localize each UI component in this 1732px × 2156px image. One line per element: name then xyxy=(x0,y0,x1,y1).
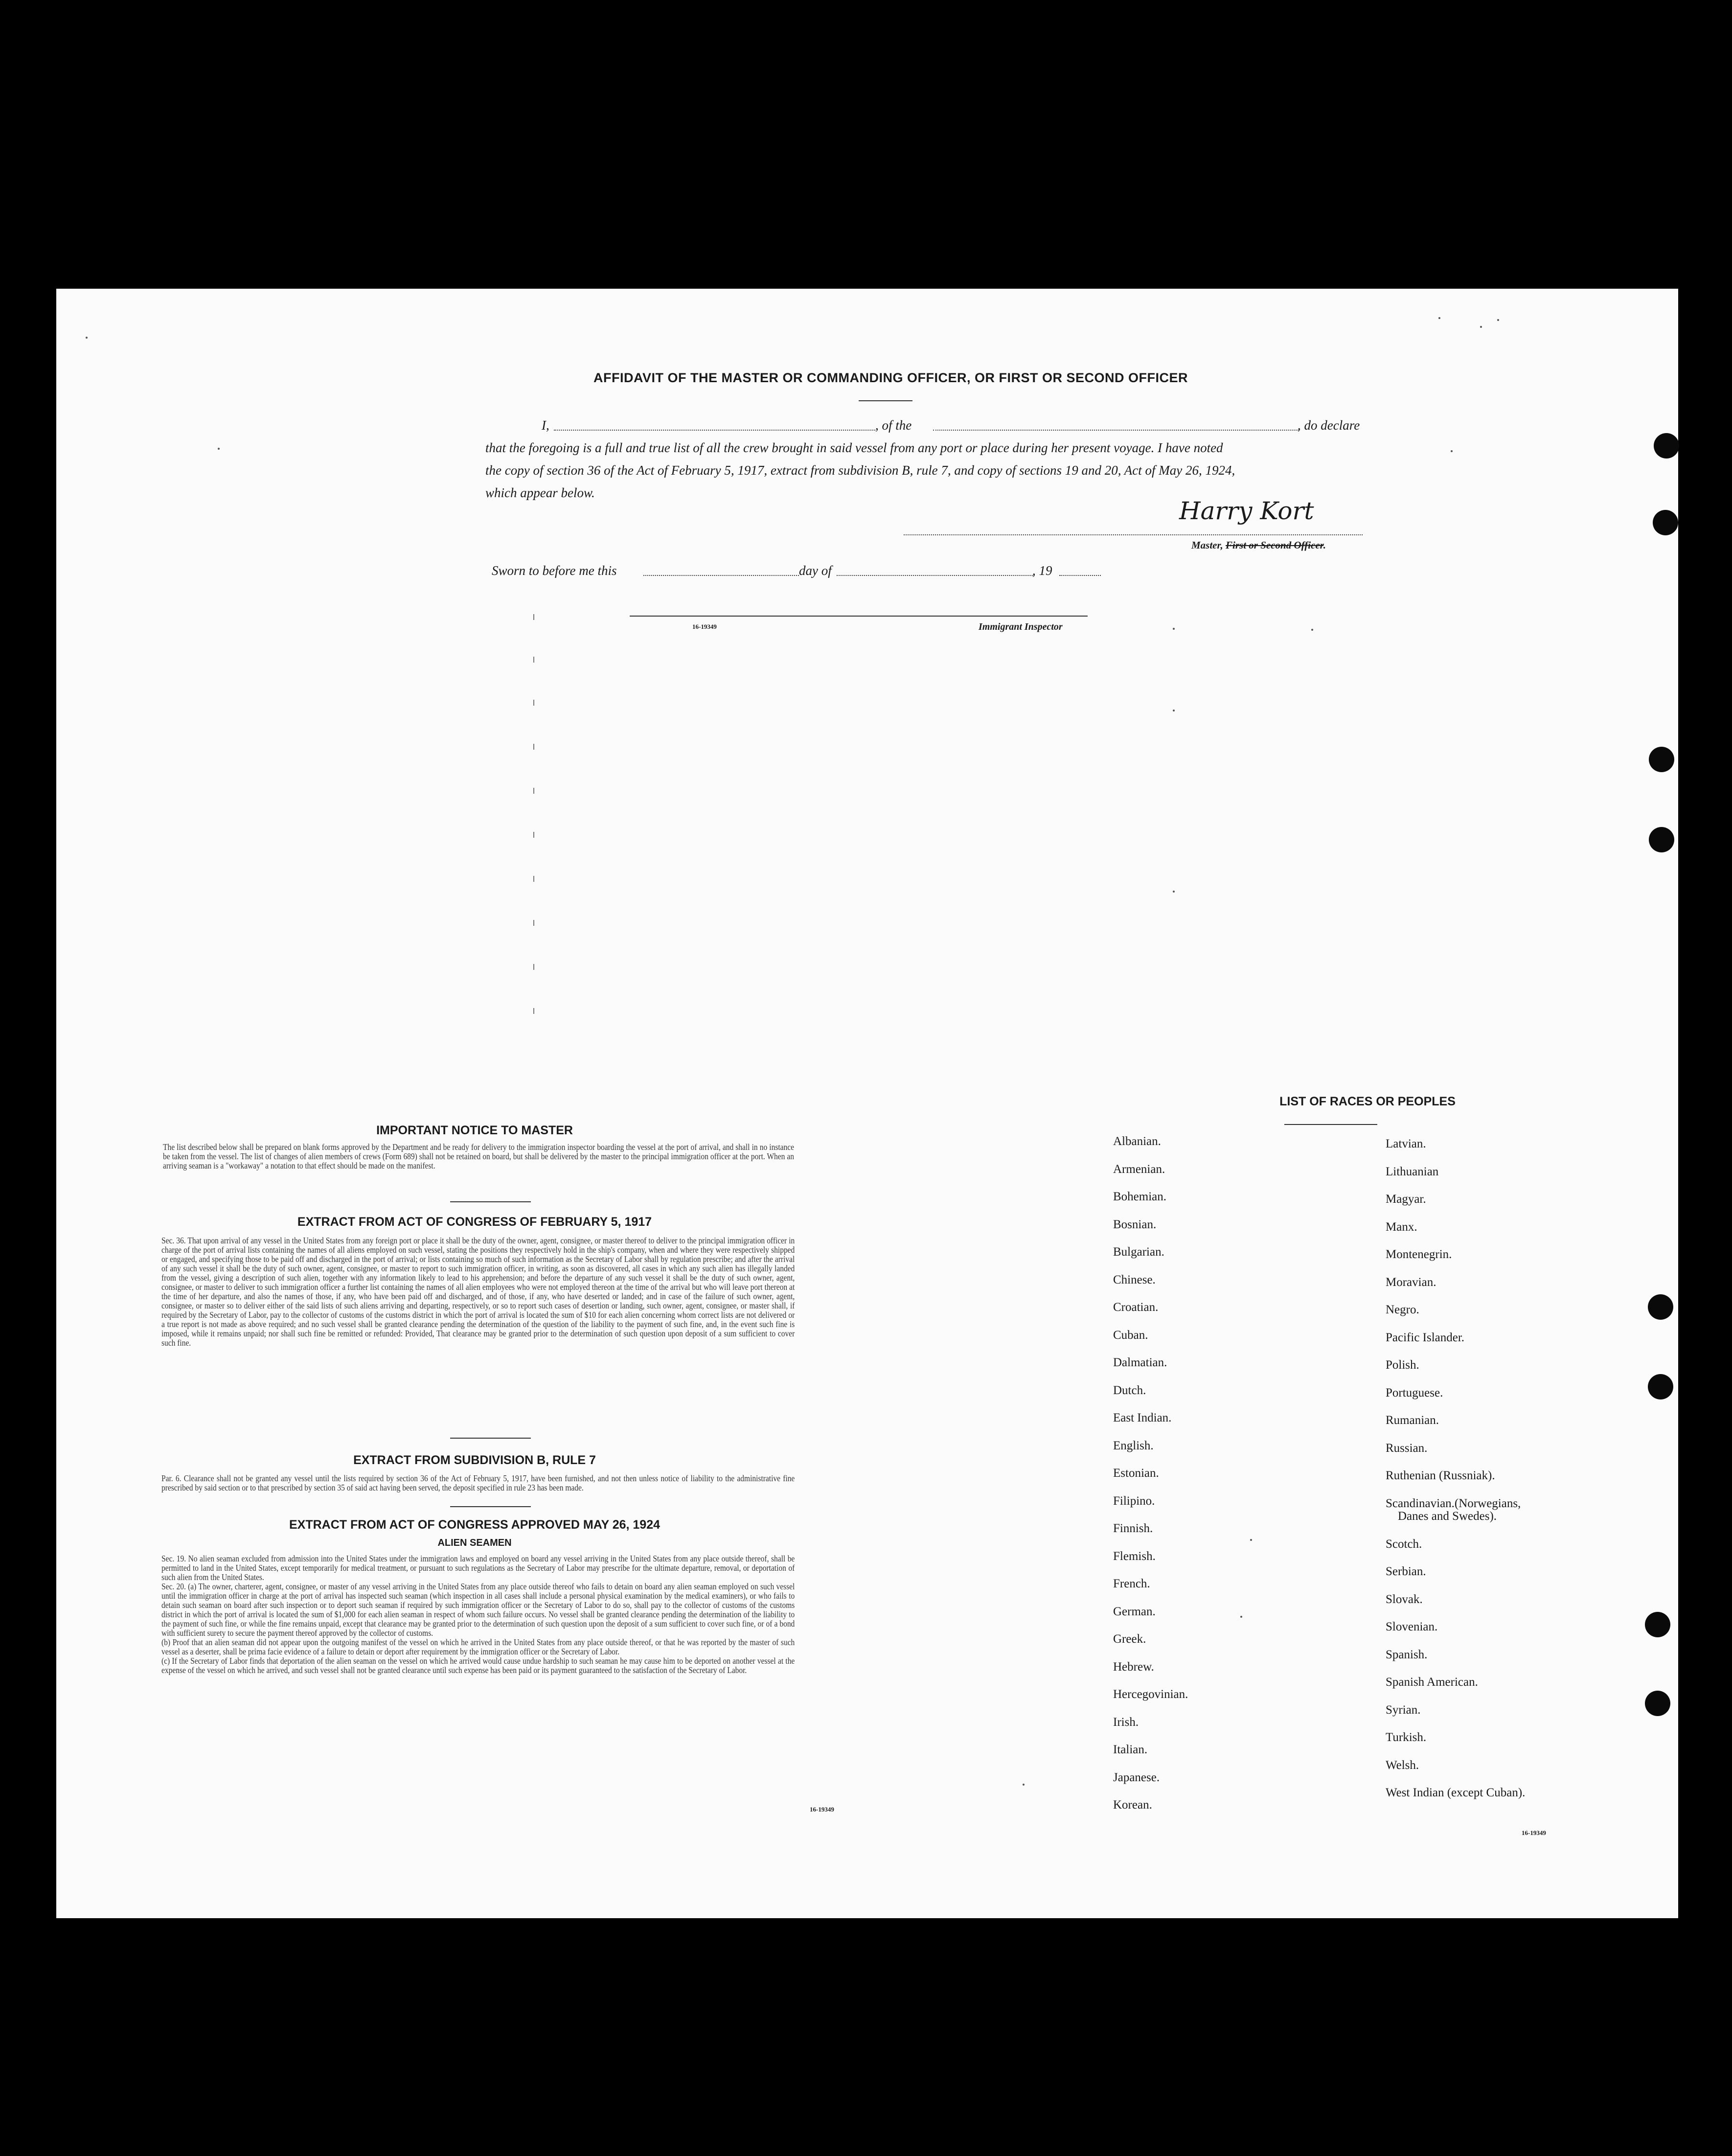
name-blank[interactable] xyxy=(554,430,875,431)
paper-speck xyxy=(1173,891,1175,893)
paper-speck xyxy=(1173,628,1175,630)
race-item: Manx. xyxy=(1386,1220,1417,1234)
affidavit-form-number: 16-19349 xyxy=(692,623,717,630)
declaration-declare: , do declare xyxy=(1298,418,1360,433)
race-item: Finnish. xyxy=(1113,1522,1153,1535)
sworn-line xyxy=(492,559,1177,582)
paper-speck xyxy=(1451,450,1453,452)
paper-speck xyxy=(1497,319,1499,321)
fold-mark xyxy=(533,614,534,620)
declaration-line-2: that the foregoing is a full and true list of all the crew brought in said vessel from any port or place during her present voyage. I have noted xyxy=(485,440,1223,455)
race-item: Polish. xyxy=(1386,1358,1419,1372)
sworn-day-of: day of xyxy=(799,563,832,578)
punch-hole xyxy=(1649,747,1674,772)
paper-speck xyxy=(1023,1784,1025,1786)
punch-hole xyxy=(1648,1294,1673,1320)
extract-1924-text xyxy=(161,1554,795,1675)
race-item: West Indian (except Cuban). xyxy=(1386,1786,1526,1799)
race-item: German. xyxy=(1113,1605,1156,1618)
fold-mark xyxy=(533,744,534,750)
paper-speck xyxy=(1240,1616,1242,1618)
declaration-line-3: the copy of section 36 of the Act of February 5, 1917, extract from subdivision B, rule 7, and copy of sections 19 and 20, Act of May 26, 1924, xyxy=(485,463,1235,478)
race-item: Welsh. xyxy=(1386,1758,1419,1772)
sec20c-text: (c) If the Secretary of Labor finds that deportation of the alien seaman on the vessel on which he arrived would cause undue hardship to such seaman he may cause him to be deported on another vessel at the expense of the vessel on which he arrived, and such vessel shall not be granted clearance until such expense has been paid or its payment guaranteed to the satisfaction of the Secretary of Labor. xyxy=(161,1656,795,1675)
extract-1924-title: EXTRACT FROM ACT OF CONGRESS APPROVED MAY 26, 1924 xyxy=(289,1518,661,1532)
race-item: Syrian. xyxy=(1386,1703,1421,1717)
fold-mark xyxy=(533,788,534,794)
race-item: Hebrew. xyxy=(1113,1660,1154,1674)
punch-hole xyxy=(1648,1374,1673,1399)
races-form-number: 16-19349 xyxy=(1522,1829,1546,1836)
punch-hole xyxy=(1645,1691,1670,1716)
sworn-month-blank[interactable] xyxy=(837,575,1033,576)
sec20a-text: Sec. 20. (a) The owner, charterer, agent, consignee, or master of any vessel arriving in the United States from any place outside thereof who fails to detain on board any alien seaman employed on such vessel until the immigration officer in charge at the port of arrival has inspected such seaman (which inspection in all cases shall include a personal physical examination by the medical examiners), or who fails to detain such seaman on board after such inspection or to deport such seaman if required by such immigration officer or the Secretary of Labor to do so, shall pay to the collector of customs of the customs district in which the port of arrival is located the sum of $1,000 for each alien seaman in respect of whom such failure occurs. No vessel shall be granted clearance pending the determination of the liability to the payment of such fine, or while the fine remains unpaid, except that clearance may be granted prior to the determination of such question upon the deposit of a sum sufficient to cover such fine, or of a bond with sufficient surety to secure the payment thereof approved by the collector of customs. xyxy=(161,1582,795,1638)
fold-mark xyxy=(533,1008,534,1014)
race-item: Greek. xyxy=(1113,1632,1146,1646)
extract-1917-text: Sec. 36. That upon arrival of any vessel in the United States from any foreign port or place it shall be the duty of the owner, agent, consignee, or master thereof to deliver to the principal immigration officer in charge of the port of arrival lists containing the names of all aliens employed on such vessel, stating the positions they respectively hold in the ship's company, when and where they were respectively shipped or engaged, and specifying those to be paid off and discharged in the port of arrival; or lists containing so much of such information as the Secretary of Labor shall by regulation prescribe; and after the arrival of any such vessel it shall be the duty of such owner, agent, consignee, or master to report to such immigration officer, in writing, as soon as discovered, all cases in which any such alien has illegally landed from the vessel, giving a description of such alien, together with any information likely to lead to his apprehension; and before the departure of any such vessel it shall be the duty of such owner, agent, consignee, or master to deliver to such immigration officer a further list containing the names of all alien employees who were not employed thereon at the time of the arrival but who will leave port thereon at the time of her departure, and also the names of those, if any, who have been paid off and discharged, and of those, if any, who have deserted or landed; and in case of the failure of such owner, agent, consignee, or master so to deliver either of the said lists of such aliens arriving and departing, respectively, or so to report such cases of desertion or landing, such owner, agent, consignee, or master shall, if required by the Secretary of Labor, pay to the collector of customs of the customs district in which the port of arrival is located the sum of $10 for each alien concerning whom correct lists are not delivered or a true report is not made as above required; and no such vessel shall be granted clearance pending the determination of the question of the liability to the payment of such fine, and, in the event such fine is imposed, while it remains unpaid; nor shall such fine be remitted or refunded: Provided, That clearance may be granted prior to the determination of such question upon deposit of a sum sufficient to cover such fine. xyxy=(161,1236,795,1348)
races-right-column xyxy=(1386,1130,1525,1807)
race-item: Korean. xyxy=(1113,1798,1152,1812)
race-item: Armenian. xyxy=(1113,1162,1165,1176)
race-item: Montenegrin. xyxy=(1386,1248,1452,1261)
race-item: Turkish. xyxy=(1386,1731,1427,1744)
title-divider xyxy=(859,400,912,401)
fold-mark xyxy=(533,657,534,663)
inspector-caption: Immigrant Inspector xyxy=(979,621,1063,632)
race-item: Scotch. xyxy=(1386,1537,1422,1551)
declaration-line-1 xyxy=(485,414,1416,436)
paper-speck xyxy=(1173,710,1175,711)
declaration-of: , of the xyxy=(875,418,912,433)
alien-seamen-subtitle: ALIEN SEAMEN xyxy=(437,1537,512,1548)
race-item: Italian. xyxy=(1113,1743,1148,1756)
race-item: Cuban. xyxy=(1113,1328,1148,1342)
master-signature: Harry Kort xyxy=(1179,497,1314,525)
race-item: Moravian. xyxy=(1386,1275,1436,1289)
fold-mark xyxy=(533,876,534,882)
fold-mark xyxy=(533,920,534,926)
sec19-text: Sec. 19. No alien seaman excluded from admission into the United States under the immigration laws and employed on board any vessel arriving in the United States from any place outside thereof, shall be permitted to land in the United States, except temporarily for medical treatment, or pursuant to such regulations as the Secretary of Labor may prescribe for the ultimate departure, removal, or deportation of such alien from the United States. xyxy=(161,1554,795,1582)
paper-speck xyxy=(218,448,220,450)
punch-hole xyxy=(1649,827,1674,852)
caption-master: Master, xyxy=(1191,539,1223,551)
race-item: Albanian. xyxy=(1113,1135,1161,1148)
divider-3 xyxy=(450,1506,531,1507)
punch-hole xyxy=(1645,1612,1670,1637)
race-item: Pacific Islander. xyxy=(1386,1330,1465,1344)
race-item: Rumanian. xyxy=(1386,1414,1439,1427)
inspector-signature-line xyxy=(630,616,1088,617)
race-item: Serbian. xyxy=(1386,1565,1426,1578)
declaration-i: I, xyxy=(542,418,549,433)
sworn-day-blank[interactable] xyxy=(643,575,799,576)
sec20b-text: (b) Proof that an alien seaman did not appear upon the outgoing manifest of the vessel on which he arrived in the United States from any place outside thereof, or that he was reported by the master of such vessel as a deserter, shall be prima facie evidence of a failure to detain or deport after requirement by the immigration officer or the Secretary of Labor. xyxy=(161,1637,795,1656)
race-item: East Indian. xyxy=(1113,1411,1172,1424)
signature-line xyxy=(904,534,1363,535)
punch-hole xyxy=(1654,433,1679,459)
rule7-title: EXTRACT FROM SUBDIVISION B, RULE 7 xyxy=(353,1453,596,1467)
extract-1917-title: EXTRACT FROM ACT OF CONGRESS OF FEBRUARY 5, 1917 xyxy=(297,1215,652,1229)
fold-mark xyxy=(533,700,534,706)
sworn-year: , 19 xyxy=(1032,563,1052,578)
race-item: Dalmatian. xyxy=(1113,1356,1167,1369)
caption-end: . xyxy=(1323,539,1326,551)
extract-form-number: 16-19349 xyxy=(810,1806,834,1813)
manifest-page xyxy=(56,289,1678,1918)
races-title: LIST OF RACES OR PEOPLES xyxy=(1279,1095,1456,1108)
races-left-column xyxy=(1113,1128,1188,1819)
affidavit-title: AFFIDAVIT OF THE MASTER OR COMMANDING OFFICER, OR FIRST OR SECOND OFFICER xyxy=(593,370,1188,385)
race-item: Filipino. xyxy=(1113,1494,1155,1508)
race-item: Russian. xyxy=(1386,1441,1428,1455)
race-item: Spanish American. xyxy=(1386,1675,1478,1689)
divider-1 xyxy=(450,1201,531,1202)
race-item: Latvian. xyxy=(1386,1137,1426,1150)
divider-2 xyxy=(450,1438,531,1439)
race-item: Danes and Swedes). xyxy=(1398,1510,1497,1523)
sworn-year-blank[interactable] xyxy=(1059,575,1101,576)
fold-mark xyxy=(533,964,534,970)
race-item: Dutch. xyxy=(1113,1383,1146,1397)
paper-speck xyxy=(1250,1539,1252,1541)
caption-struck-officer: First or Second Officer xyxy=(1226,539,1323,551)
race-item: Ruthenian (Russniak). xyxy=(1386,1469,1495,1482)
race-item: Bosnian. xyxy=(1113,1217,1157,1231)
sworn-prefix: Sworn to before me this xyxy=(492,563,617,578)
race-item: Flemish. xyxy=(1113,1549,1156,1563)
race-item: Slovenian. xyxy=(1386,1620,1438,1633)
rule7-text: Par. 6. Clearance shall not be granted any vessel until the lists required by section 36 of the Act of February 5, 1917, have been furnished, and not then unless notice of liability to the administrative fine prescribed by said section or to that prescribed by section 35 of said act having been served, the deposit specified in rule 23 has been made. xyxy=(161,1473,795,1492)
race-item: French. xyxy=(1113,1577,1150,1590)
vessel-blank[interactable] xyxy=(933,430,1299,431)
fold-mark xyxy=(533,832,534,838)
race-item: Portuguese. xyxy=(1386,1386,1443,1399)
paper-speck xyxy=(1311,629,1313,631)
race-item: Scandinavian.(Norwegians, xyxy=(1386,1496,1521,1510)
signature-caption xyxy=(1191,539,1326,551)
race-item: Bohemian. xyxy=(1113,1190,1167,1203)
race-item: Negro. xyxy=(1386,1303,1419,1316)
race-item: English. xyxy=(1113,1439,1154,1452)
race-item: Hercegovinian. xyxy=(1113,1688,1188,1701)
declaration-line-4: which appear below. xyxy=(485,485,595,500)
race-item: Chinese. xyxy=(1113,1273,1156,1286)
affidavit-declaration xyxy=(485,414,1416,504)
race-item: Spanish. xyxy=(1386,1648,1428,1661)
race-item: Irish. xyxy=(1113,1715,1139,1729)
race-item: Japanese. xyxy=(1113,1770,1160,1784)
notice-text: The list described below shall be prepared on blank forms approved by the Department and be ready for delivery to the immigration inspector boarding the vessel at the port of arrival, and shall in no instance be taken from the vessel. The list of changes of alien members of crews (Form 689) shall not be retained on board, but shall be delivered by the master to the principal immigration officer at the port. When an arriving seaman is a "workaway" a notation to that effect should be made on the manifest. xyxy=(163,1142,794,1170)
race-item: Bulgarian. xyxy=(1113,1245,1164,1259)
paper-speck xyxy=(1480,326,1482,328)
paper-speck xyxy=(86,337,88,339)
punch-hole xyxy=(1653,510,1678,535)
races-divider xyxy=(1284,1124,1377,1125)
race-item: Croatian. xyxy=(1113,1301,1159,1314)
notice-title: IMPORTANT NOTICE TO MASTER xyxy=(376,1124,573,1137)
race-item: Slovak. xyxy=(1386,1592,1423,1606)
paper-speck xyxy=(1438,317,1440,319)
race-item: Estonian. xyxy=(1113,1467,1159,1480)
race-item: Magyar. xyxy=(1386,1193,1426,1206)
race-item: Lithuanian xyxy=(1386,1165,1439,1178)
